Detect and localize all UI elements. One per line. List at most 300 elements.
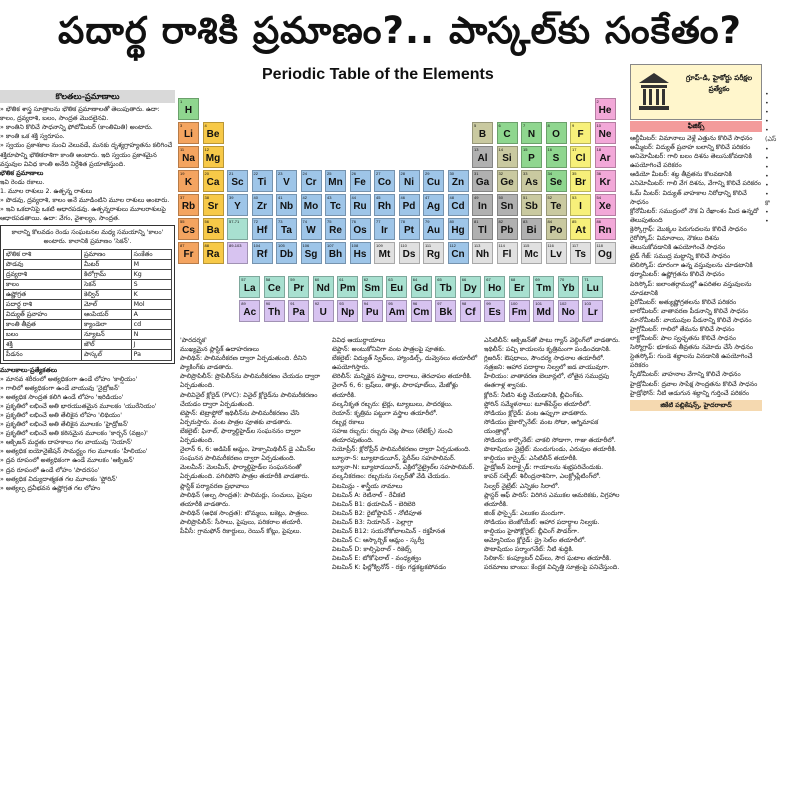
atomic-number: 112 — [449, 243, 456, 248]
element-cell-Tb — [435, 276, 456, 298]
cut-off-text: • — [765, 145, 769, 153]
periodic-table-title: Periodic Table of the Elements — [262, 66, 494, 83]
element-cell-Cl — [570, 146, 591, 168]
atomic-number: 111 — [425, 243, 432, 248]
element-cell-Ca — [203, 170, 224, 192]
units-cell: Pa — [131, 350, 171, 360]
atomic-number: 105 — [278, 243, 285, 248]
atomic-number: 24 — [302, 171, 307, 176]
atomic-number: 100 — [510, 301, 518, 306]
cut-off-text: కొ — [765, 200, 770, 208]
instrument-list — [630, 134, 762, 398]
rubber-vitamin-paragraph: విటమిన్ E: టోకోఫెరాల్ - వంధ్యత్వం — [332, 555, 422, 563]
rubber-vitamin-paragraph: టెఫ్లాన్: అంటుకోనివిగా వంట పాత్రలపై పూతకు. — [332, 346, 446, 354]
middle-column-3 — [484, 336, 626, 787]
atomic-number: 45 — [376, 195, 381, 200]
element-symbol: Md — [536, 307, 551, 318]
element-cell-Be — [203, 122, 224, 144]
element-symbol: Er — [513, 283, 525, 294]
atomic-number: 42 — [302, 195, 307, 200]
element-symbol: Na — [182, 153, 195, 164]
element-symbol: Ds — [402, 249, 416, 260]
element-cell-Fm — [509, 300, 530, 322]
element-symbol: Nb — [279, 201, 294, 212]
atomic-number: 36 — [596, 171, 601, 176]
element-symbol: W — [306, 225, 316, 236]
element-cell-Sm — [362, 276, 383, 298]
rubber-vitamin-paragraph: నైలాన్ 6, 6: బ్రష్‌లు, తాళ్లు, పారాషూట్‌లు, మేజోళ్లు తయారీకి. — [332, 382, 458, 399]
atomic-number: 74 — [302, 219, 307, 224]
cut-off-text: • — [765, 100, 769, 108]
instrument-item: బారోమీటర్: వాతావరణ పీడనాన్ని కొలిచే సాధనం — [630, 307, 749, 315]
plastics-paragraph: పాలిప్రొపిలీన్: సీసాలు, పైపులు, పరికరాల తయారీ. — [180, 518, 303, 526]
atomic-number: 55 — [180, 219, 185, 224]
element-symbol: Lu — [586, 283, 599, 294]
element-cell-Xe — [595, 194, 616, 216]
element-symbol: Pr — [293, 283, 305, 294]
element-symbol: Zr — [257, 201, 267, 212]
element-symbol: Fr — [183, 249, 194, 260]
instrument-item: స్టెతస్కోప్: గుండె శబ్దాలను వినడానికి ఉపయోగించే పరికరం — [630, 353, 753, 370]
element-symbol: Sm — [364, 283, 381, 294]
element-cell-Po — [546, 218, 567, 240]
atomic-number: 11 — [180, 147, 185, 152]
element-symbol: Cf — [464, 307, 476, 318]
units-cell: cd — [131, 320, 171, 330]
atomic-number: 14 — [498, 147, 503, 152]
atomic-number: 96 — [412, 301, 418, 306]
units-cell: కెల్విన్ — [81, 289, 131, 299]
element-cell-Ru — [350, 194, 371, 216]
element-symbol: Am — [388, 307, 405, 318]
atomic-number: 90 — [265, 301, 271, 306]
element-symbol: Ho — [488, 283, 502, 294]
element-cell-Pm — [337, 276, 358, 298]
units-header-cell: భౌతిక రాశి — [4, 249, 82, 259]
element-fact: » మానవ శరీరంలో అత్యధికంగా ఉండే లోహం 'కాల్షియం' — [0, 375, 138, 383]
instrument-item: క్రెస్కోగ్రాఫ్: మొక్కల పెరుగుదలను కొలిచే సాధనం — [630, 225, 747, 233]
chemical-use-paragraph: గ్లిజరిన్: ఔషధాలు, సౌందర్య సాధనాల తయారీలో. — [484, 355, 605, 363]
atomic-number: 95 — [388, 301, 393, 306]
atomic-number: 80 — [449, 219, 454, 224]
element-cell-Er — [509, 276, 530, 298]
instrument-item: పెరిస్కోప్: జలాంతర్గాముల్లో ఉపరితల వస్తువులను చూడటానికి — [630, 280, 752, 297]
chemical-use-paragraph: హైడ్రోజన్ పెరాక్సైడ్: గాయాలను శుభ్రపరిచేందుకు. — [484, 464, 604, 472]
instrument-item: హైడ్రోమీటర్: ద్రవాల సాపేక్ష సాంద్రతను కొలిచే సాధనం — [630, 380, 758, 388]
chemical-use-paragraph: కాల్షియం హైపోక్లోరైట్: బ్లీచింగ్ పౌడర్‌గా. — [484, 527, 580, 535]
rubber-vitamin-paragraph: రబ్బర్ల రకాలు — [332, 418, 365, 426]
atomic-number: 9 — [572, 123, 575, 128]
rubber-vitamin-paragraph: బేకలైట్: విద్యుత్ స్విచ్‌లు, హ్యాండిల్స్, దువ్వెనలు తయారీలో ఉపయోగిస్తారు. — [332, 355, 478, 372]
atomic-number: 108 — [351, 243, 359, 248]
element-symbol: Nh — [475, 249, 490, 260]
element-symbol: Mn — [328, 177, 343, 188]
atomic-number: 66 — [461, 277, 467, 282]
units-cell: Mol — [131, 299, 171, 309]
physics-section-bar: ఫిజిక్స్ — [630, 121, 762, 132]
element-cell-Mg — [203, 146, 224, 168]
instrument-item: ఓమ్ మీటర్: విద్యుత్ వాహకాల నిరోధాన్ని కొలిచే సాధనం — [630, 189, 747, 206]
units-cell: కాంతి తీవ్రత — [4, 320, 82, 330]
element-symbol: Be — [206, 129, 220, 140]
element-symbol: Cl — [575, 153, 586, 164]
element-fact: » ప్రకృతిలో లభించే అతి భారయుతమైన మూలకం 'యురేనియం' — [0, 402, 157, 410]
atomic-number: 25 — [327, 171, 332, 176]
rubber-vitamin-paragraph: సహజ రబ్బరు: రబ్బరు చెట్ల పాలు (లేటెక్స్) నుంచి తయారవుతుంది. — [332, 427, 453, 445]
atomic-number: 51 — [523, 195, 528, 200]
chemical-use-paragraph: నత్రజని: ఆహార పదార్థాల నిల్వలో జడ వాయువుగా. — [484, 364, 610, 372]
units-row — [4, 350, 172, 360]
element-symbol: Rh — [377, 201, 392, 212]
units-cell: N — [131, 330, 171, 340]
atomic-number: 61 — [339, 277, 344, 282]
element-symbol: At — [575, 225, 586, 236]
element-symbol: Ru — [353, 201, 367, 212]
element-cell-Re — [325, 218, 346, 240]
element-symbol: N — [527, 129, 536, 140]
cut-off-text: • — [765, 172, 769, 180]
element-cell-In — [472, 194, 493, 216]
atomic-number: 57-71 — [229, 219, 240, 224]
element-cell-Th — [264, 300, 285, 322]
left-paragraph: » కాంతిని కొలిచే సాధనాన్ని ఫోటోమీటర్ (కాంతిమితి) అంటారు. — [0, 124, 153, 132]
element-cell-Lv — [546, 242, 567, 264]
element-cell-Es — [484, 300, 505, 322]
element-symbol: Sb — [525, 201, 538, 212]
atomic-number: 98 — [461, 301, 467, 306]
cut-off-text: • — [765, 191, 769, 199]
atomic-number: 91 — [290, 301, 295, 306]
element-symbol: Mg — [205, 153, 221, 164]
units-cell: J — [131, 340, 171, 350]
element-cell-Mn — [325, 170, 346, 192]
element-symbol: Ce — [267, 283, 281, 294]
element-cell-89-103 — [227, 242, 248, 264]
instrument-item: అమ్మీటర్: విద్యుత్ ప్రవాహ బలాన్ని కొలిచే పరికరం — [630, 144, 751, 152]
atomic-number: 103 — [584, 301, 591, 306]
element-cell-Pr — [288, 276, 309, 298]
instrument-item: మానోమీటర్: వాయువుల పీడనాన్ని కొలిచే సాధనం — [630, 316, 752, 324]
atomic-number: 113 — [474, 243, 481, 248]
right-column — [630, 134, 762, 787]
element-cell-Ho — [484, 276, 505, 298]
atomic-number: 109 — [376, 243, 383, 248]
units-cell: శక్తి — [4, 340, 82, 350]
rubber-vitamin-paragraph: విటమిన్ D: కాల్సిఫెరాల్ - రికెట్స్ — [332, 546, 412, 554]
atomic-number: 117 — [572, 243, 579, 248]
units-cell: విద్యుత్ ప్రవాహం — [4, 310, 82, 320]
element-fact: » ద్రవ రూపంలో అత్యధికంగా ఉండే మూలకం 'ఆక్సిజన్' — [0, 457, 135, 465]
element-cell-Cd — [448, 194, 469, 216]
atomic-number: 16 — [547, 147, 552, 152]
instrument-item: హైడ్రోఫోన్: నీటి అడుగున శబ్దాన్ని గుర్తించే పరికరం — [630, 389, 750, 397]
middle-column-1 — [180, 336, 328, 787]
element-fact: » ద్రవ రూపంలో ఉండే లోహం 'పాదరసం' — [0, 466, 100, 474]
left-paragraph: » భౌతిక శాస్త్ర సూత్రాలను భౌతిక ప్రమాణాలతో తెలుపుతారు. ఉదా: కాలం, ద్రవ్యరాశి, బలం, సాంద్రత మొదలైనవి. — [0, 106, 160, 123]
plastics-paragraph: మెలమీన్: మెలమీన్, ఫార్మాల్డిహైడ్‌ల సంఘననంతో ఏర్పడుతుంది. పగిలిపోని పాత్రల తయారీకి వాడతారు. — [180, 464, 310, 481]
element-cell-Hs — [350, 242, 371, 264]
atomic-number: 89-103 — [229, 243, 242, 248]
element-cell-Fe — [350, 170, 371, 192]
cut-off-text: • — [765, 154, 769, 162]
chemical-use-paragraph: పొటాషియం నైట్రేట్: మందుగుండు, ఎరువుల తయారీకి. — [484, 446, 617, 454]
units-row — [4, 320, 172, 330]
element-cell-He — [595, 98, 616, 120]
element-symbol: O — [552, 129, 560, 140]
element-symbol: Au — [426, 225, 441, 236]
element-symbol: Pt — [404, 225, 414, 236]
element-symbol: Rb — [181, 201, 196, 212]
element-symbol: Lv — [550, 249, 562, 260]
element-cell-Ce — [264, 276, 285, 298]
element-cell-Tl — [472, 218, 493, 240]
cut-off-text: • — [765, 91, 769, 98]
units-header-cell: ప్రమాణం — [81, 249, 131, 259]
element-symbol: Og — [598, 249, 612, 260]
periodic-table — [178, 84, 626, 334]
element-cell-Fl — [497, 242, 518, 264]
element-symbol: Os — [353, 225, 367, 236]
element-symbol: H — [184, 105, 193, 116]
atomic-number: 115 — [523, 243, 530, 248]
atomic-number: 67 — [486, 277, 491, 282]
atomic-number: 114 — [498, 243, 505, 248]
element-cell-No — [558, 300, 579, 322]
chemical-use-paragraph: పొటాషియం పర్మాంగనేట్: నీటి శుద్ధికి. — [484, 546, 574, 554]
plastics-paragraph: ప్లాస్టిక్ పర్యావరణ ప్రభావాలు — [180, 482, 249, 490]
element-symbol: Ra — [206, 249, 220, 260]
middle-column-2 — [332, 336, 480, 787]
element-cell-As — [521, 170, 542, 192]
element-symbol: Rf — [256, 249, 268, 260]
element-cell-Rf — [252, 242, 273, 264]
chemical-use-paragraph: సిలికాన్: కంప్యూటర్ చిప్‌లు, సౌర ఘటాల తయారీకి. — [484, 555, 612, 563]
element-cell-Pb — [497, 218, 518, 240]
atomic-number: 17 — [572, 147, 577, 152]
instrument-item: ఆడియో మీటర్: శబ్ద తీవ్రతను కొలవడానికి — [630, 171, 732, 179]
element-symbol: Gd — [414, 283, 429, 294]
element-symbol: As — [525, 177, 538, 188]
chemical-use-paragraph: ఎసిటిలీన్: ఆక్సిజన్‌తో పాటు గ్యాస్ వెల్డింగ్‌లో వాడతారు. — [484, 337, 621, 344]
element-cell-Nb — [276, 194, 297, 216]
chemical-use-paragraph: కాపర్ సల్ఫేట్: శిలీంద్రనాశినిగా, ఎలక్ట్రోప్లేటింగ్‌లో. — [484, 473, 601, 481]
atomic-number: 10 — [596, 123, 601, 128]
instrument-item: అనిమోమీటర్: గాలి బలం దిశను తెలుసుకోవడానికి ఉపయోగించే పరికరం — [630, 153, 752, 170]
atomic-number: 62 — [363, 277, 369, 282]
element-symbol: Kr — [599, 177, 611, 188]
element-symbol: Mt — [378, 249, 391, 260]
element-cell-Sb — [521, 194, 542, 216]
element-symbol: Ba — [206, 225, 220, 236]
element-cell-N — [521, 122, 542, 144]
element-cell-B — [472, 122, 493, 144]
element-cell-Nd — [313, 276, 334, 298]
rubber-vitamin-paragraph: వల్కనీకరణం: రబ్బరును సల్ఫర్‌తో వేడి చేయడం. — [332, 473, 451, 481]
element-symbol: Cd — [451, 201, 465, 212]
element-cell-La — [239, 276, 260, 298]
rubber-vitamin-paragraph: వివిధ ఆయుర్దాయాలు — [332, 337, 386, 344]
element-cell-Ge — [497, 170, 518, 192]
units-row — [4, 269, 172, 279]
element-cell-Ag — [423, 194, 444, 216]
element-cell-Md — [533, 300, 554, 322]
atomic-number: 7 — [523, 123, 526, 128]
instrument-item: లాక్టోమీటర్: పాల స్వచ్ఛతను కొలిచే సాధనం — [630, 335, 737, 343]
element-symbol: Hf — [256, 225, 268, 236]
rubber-vitamin-paragraph: విటమిన్ B1: థయామిన్ - బెరిబెరి — [332, 500, 416, 508]
element-symbol: In — [478, 201, 487, 212]
units-cell: పాస్కల్ — [81, 350, 131, 360]
element-symbol: Ir — [381, 225, 388, 236]
atomic-number: 4 — [204, 123, 207, 128]
element-fact: » అత్యధిక సాంద్రత కలిగి ఉండే లోహం 'ఇరిడియం' — [0, 393, 124, 401]
atomic-number: 27 — [376, 171, 381, 176]
rubber-vitamin-paragraph: బ్యూనా-S: బ్యూటాడయీన్, స్టైరీన్‌ల సహపాలిమర్. — [332, 455, 456, 463]
atomic-number: 60 — [314, 277, 320, 282]
atomic-number: 48 — [449, 195, 454, 200]
units-cell: S — [131, 279, 171, 289]
element-symbol: Zn — [451, 177, 465, 188]
units-cell: కాలం — [4, 279, 82, 289]
publisher-credit: జికేటి పబ్లికేషన్స్, హైదరాబాద్ — [630, 400, 762, 411]
atomic-number: 46 — [400, 195, 405, 200]
rubber-vitamin-paragraph: బ్యూనా-N: బ్యూటాడయీన్, ఎక్రిలోనైట్రైల్‌ల సహపాలిమర్. — [332, 464, 475, 472]
left-intro — [0, 105, 175, 169]
element-symbol: Xe — [598, 201, 612, 212]
element-symbol: Ar — [599, 153, 611, 164]
element-symbol: Y — [234, 201, 241, 212]
units-box — [0, 225, 175, 363]
element-symbol: Ti — [257, 177, 267, 188]
element-cell-H — [178, 98, 199, 120]
element-symbol: Bh — [328, 249, 343, 260]
atomic-number: 106 — [302, 243, 310, 248]
element-cell-Au — [423, 218, 444, 240]
atomic-number: 75 — [327, 219, 332, 224]
element-cell-Ni — [399, 170, 420, 192]
atomic-number: 20 — [204, 171, 209, 176]
atomic-number: 102 — [559, 301, 567, 306]
atomic-number: 64 — [412, 277, 418, 282]
units-cell: ఆంపియర్ — [81, 310, 131, 320]
atomic-number: 44 — [351, 195, 356, 200]
units-heading: భౌతిక ప్రమాణాలు — [0, 169, 44, 177]
element-cell-Cu — [423, 170, 444, 192]
element-symbol: Tb — [439, 283, 452, 294]
element-cell-Ds — [399, 242, 420, 264]
element-cell-Cf — [460, 300, 481, 322]
plastics-paragraph: ముఖ్యమైన ప్లాస్టిక్ ఉదాహరణలు — [180, 346, 259, 354]
element-symbol: Eu — [390, 283, 404, 294]
cut-off-text: • — [765, 218, 769, 226]
chemical-use-paragraph: సోడియం బెంజోయేట్: ఆహార పదార్థాల నిల్వకు. — [484, 518, 600, 526]
element-cell-Pu — [362, 300, 383, 322]
element-fact: » అత్యధిక ఐయోనైజేషన్ సామర్థ్యం గల మూలకం 'హీలియం' — [0, 448, 148, 456]
rubber-vitamin-paragraph: విటమిన్లు - శాస్త్రీయ నామాలు — [332, 482, 403, 490]
element-symbol: Mo — [303, 201, 319, 212]
atomic-number: 54 — [596, 195, 601, 200]
cut-off-text: • — [765, 163, 769, 171]
element-cell-Sn — [497, 194, 518, 216]
units-box-title: కొలతలు-ప్రమాణాలు — [0, 90, 175, 103]
plastics-paragraph: పాలివినైల్ క్లోరైడ్ (PVC): వినైల్ క్లోరైడ్‌ను పాలిమరీకరణం చేయడం ద్వారా ఏర్పడుతుంది. — [180, 391, 318, 408]
atomic-number: 53 — [572, 195, 577, 200]
atomic-number: 21 — [229, 171, 234, 176]
plastics-paragraph: పాలిథిన్: పాలిమరీకరణ ద్వారా ఏర్పడుతుంది. దీనిని ప్యాకింగ్‌కు వాడతారు. — [180, 355, 307, 372]
rubber-vitamin-paragraph: విటమిన్ B2: రైబోఫ్లావిన్ - నోటిపూత — [332, 509, 422, 517]
element-cell-U — [313, 300, 334, 322]
element-cell-Ga — [472, 170, 493, 192]
units-row — [4, 340, 172, 350]
element-symbol: Hs — [353, 249, 367, 260]
element-cell-Cs — [178, 218, 199, 240]
atomic-number: 63 — [388, 277, 393, 282]
element-symbol: U — [319, 307, 327, 318]
element-symbol: F — [577, 129, 584, 140]
atomic-number: 32 — [498, 171, 503, 176]
units-header-cell: సంకేతం — [131, 249, 171, 259]
element-symbol: Tm — [536, 283, 552, 294]
atomic-number: 43 — [327, 195, 332, 200]
element-symbol: Nd — [316, 283, 330, 294]
chemical-use-paragraph: పరమాణు బాంబు: కేంద్రక విచ్ఛిత్తి సూత్రంపై పనిచేస్తుంది. — [484, 564, 620, 572]
element-cell-Os — [350, 218, 371, 240]
element-cell-Ti — [252, 170, 273, 192]
atomic-number: 22 — [253, 171, 258, 176]
element-cell-Tc — [325, 194, 346, 216]
element-symbol: Li — [184, 129, 193, 140]
element-cell-Eu — [386, 276, 407, 298]
atomic-number: 72 — [253, 219, 258, 224]
element-symbol: I — [579, 201, 582, 212]
chemical-use-paragraph: అమ్మోనియం క్లోరైడ్: డ్రై సెల్‌ల తయారీలో. — [484, 537, 587, 545]
element-cell-Li — [178, 122, 199, 144]
atomic-number: 18 — [596, 147, 601, 152]
element-cell-Ir — [374, 218, 395, 240]
element-symbol: Br — [574, 177, 587, 188]
element-symbol: Fl — [502, 249, 512, 260]
element-cell-Ts — [570, 242, 591, 264]
element-cell-Si — [497, 146, 518, 168]
element-cell-C — [497, 122, 518, 144]
element-fact: » ప్రకృతిలో లభించే అతి తేలికైన మూలకం 'హైడ్రోజన్' — [0, 421, 129, 429]
element-symbol: Ni — [404, 177, 414, 188]
element-cell-Ta — [276, 218, 297, 240]
element-symbol: Ta — [281, 225, 292, 236]
instrument-item: ఎనిమోమీటర్: గాలి వేగ దిశను, వేగాన్ని కొలిచే పరికరం — [630, 180, 761, 188]
element-symbol: Pm — [339, 283, 356, 294]
atomic-number: 47 — [425, 195, 430, 200]
atomic-number: 13 — [474, 147, 479, 152]
atomic-number: 116 — [547, 243, 554, 248]
instrument-item: పైరోమీటర్: అత్యుష్ణోగ్రతలను కొలిచే పరికరం — [630, 298, 737, 306]
element-symbol: Al — [477, 153, 488, 164]
units-cell: కిలోగ్రామ్ — [81, 269, 131, 279]
element-cell-Yb — [558, 276, 579, 298]
atomic-number: 26 — [351, 171, 356, 176]
atomic-number: 71 — [584, 277, 589, 282]
units-box-note: కాలాన్ని కొలవడం రెండు సంఘటనల మధ్య సమయాన్ని 'కాలం' అంటారు. కాలానికి ప్రమాణం 'సెకన్'. — [11, 229, 164, 246]
headline: పదార్థ రాశికి ప్రమాణం?.. పాస్కల్‌కు సంకేతం? — [58, 9, 742, 52]
atomic-number: 40 — [253, 195, 258, 200]
units-types: 1. మూల రాశులు 2. ఉత్పన్న రాశులు — [0, 187, 93, 195]
atomic-number: 94 — [363, 301, 369, 306]
element-symbol: Hg — [451, 225, 465, 236]
units-cell: మోల్ — [81, 299, 131, 309]
element-symbol: C — [503, 129, 511, 140]
units-cell: ద్రవ్యరాశి — [4, 269, 82, 279]
atomic-number: 35 — [572, 171, 577, 176]
